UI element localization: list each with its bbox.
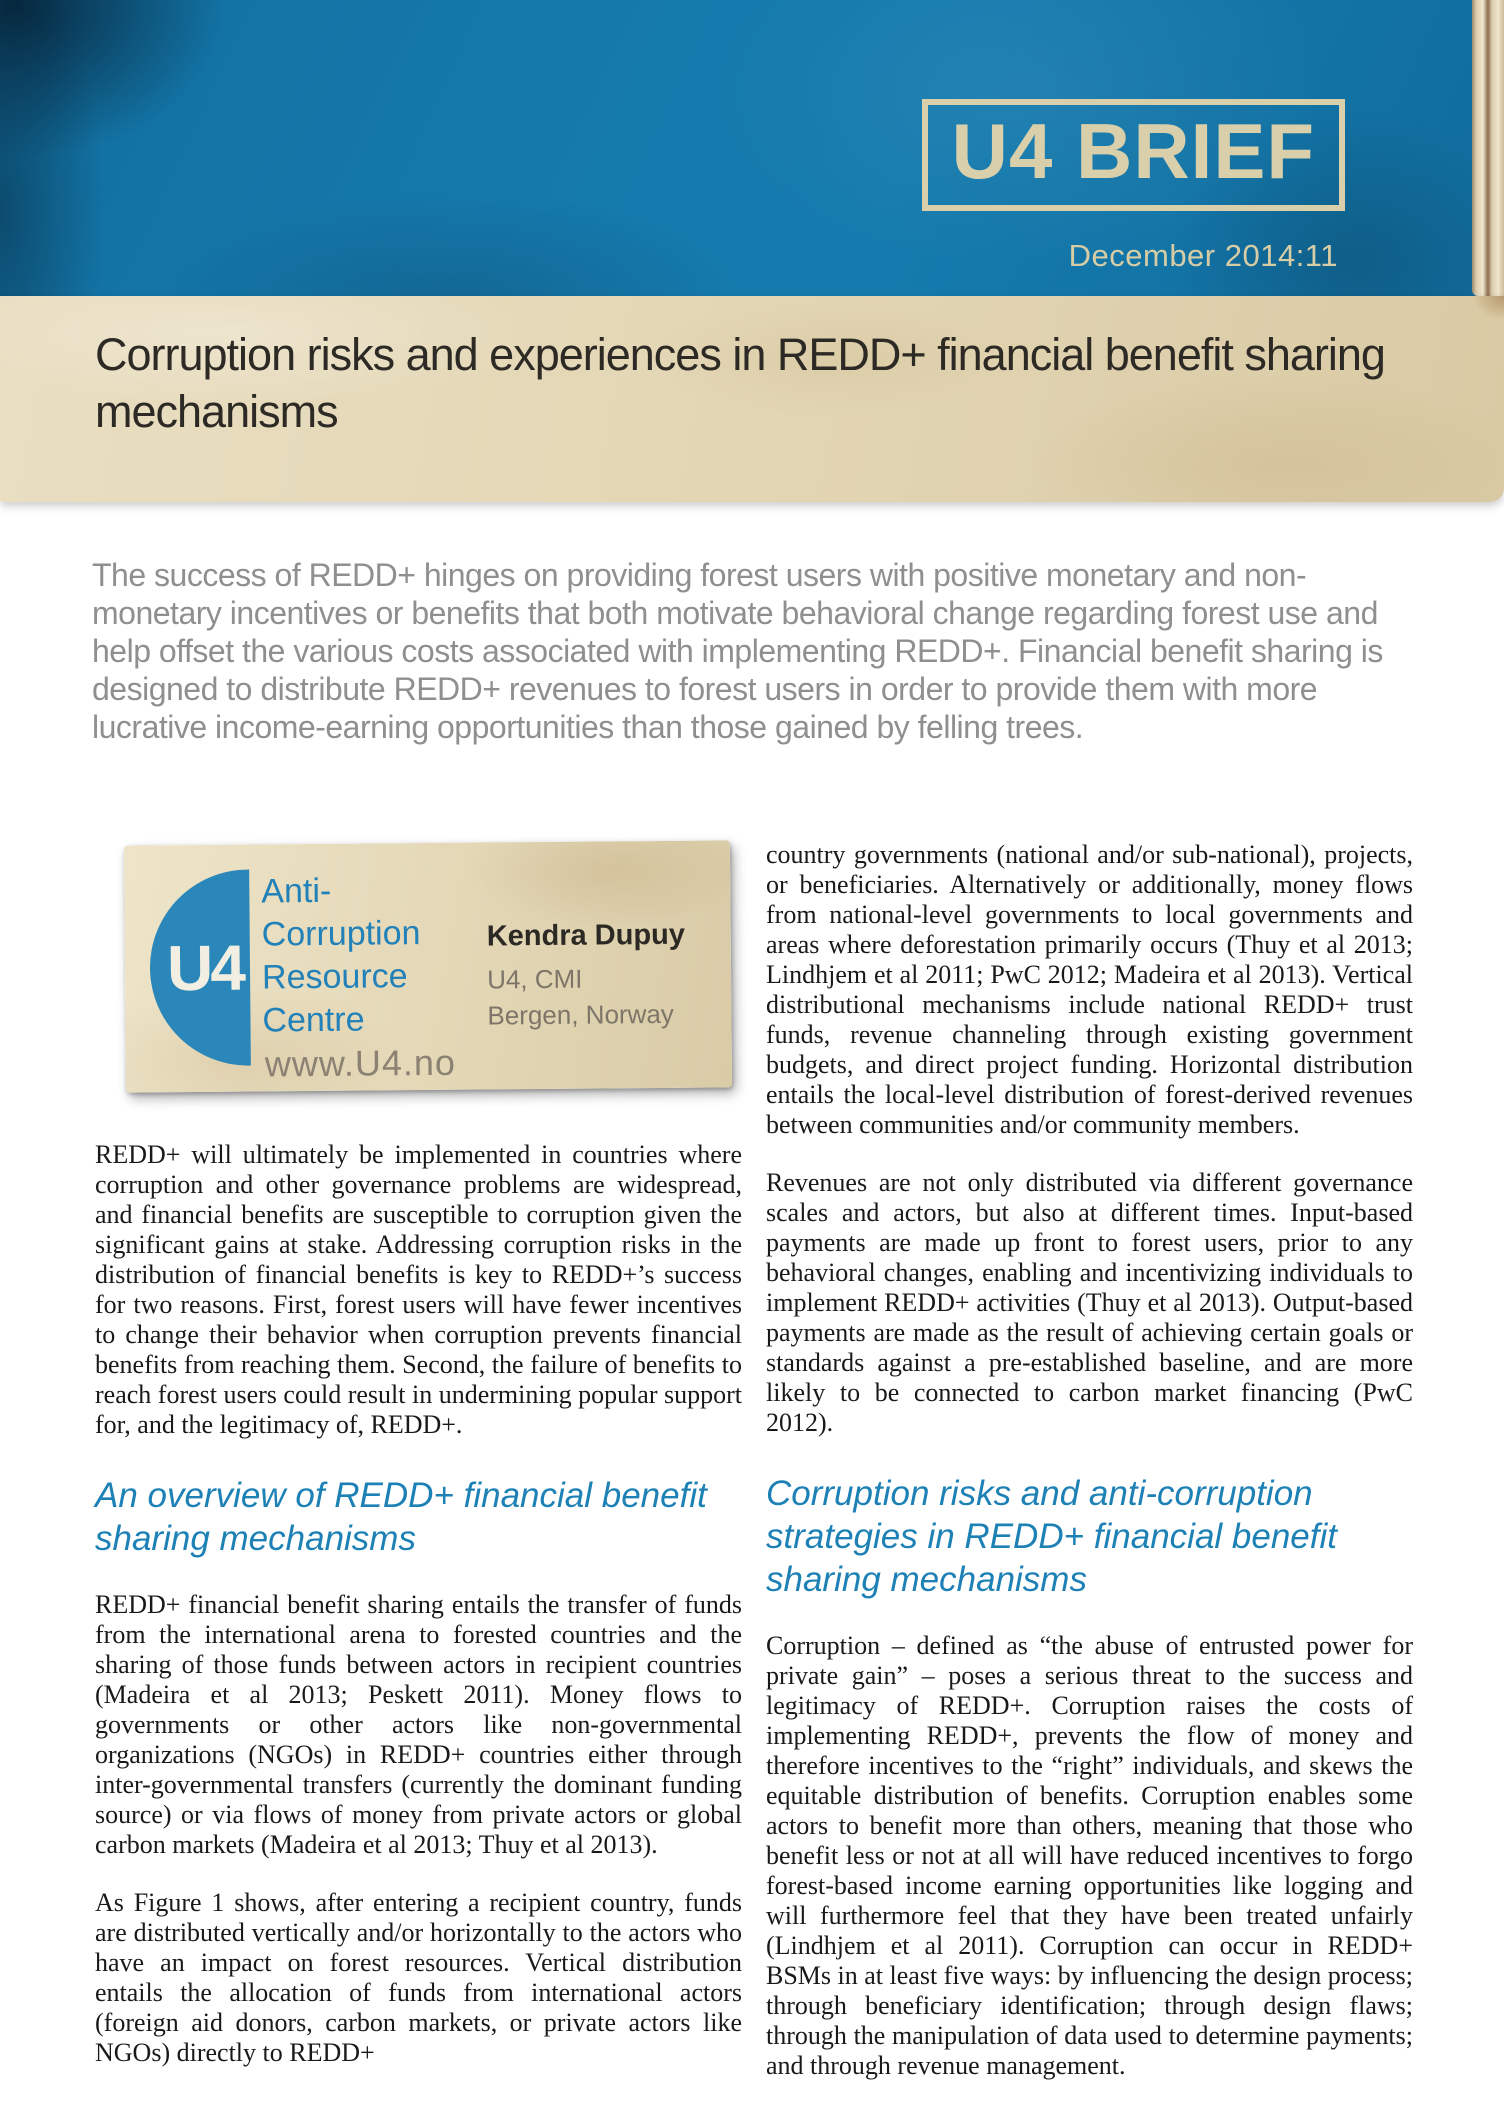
website-link[interactable]: www.U4.no [264,1041,457,1085]
author-block [487,919,686,1032]
paragraph: As Figure 1 shows, after entering a recipient country, funds are distributed vertically and/or horizontally to the actors who have an impact on forest resources. Vertical distribution entails the allocation of funds from international actors (foreign aid donors, carbon markets, or private actors like NGOs) directly to REDD+ [95,1888,742,2067]
org-name [261,869,421,1042]
page-title: Corruption risks and experiences in REDD+ financial benefit sharing mechanisms [95,329,1385,437]
paragraph: Revenues are not only distributed via different governance scales and actors, but also at different times. Input-based payments are made up front to forest users, prior to any behavioral changes, enabling and incentivizing individuals to implement REDD+ activities (Thuy et al 2013). Output-based payments are made as the result of achieving certain goals or standards against a pre-established baseline, and are more likely to be connected to carbon market financing (PwC 2012). [766,1168,1413,1437]
u4-logo-icon [149,870,251,1067]
paragraph: country governments (national and/or sub-national), projects, or beneficiaries. Alternatively or additionally, money flows from national-level governments to local governments and areas where deforestation primarily occurs (Thuy et al 2013; Lindhjem et al 2011; PwC 2012; Madeira et al 2013). Vertical distributional mechanisms include national REDD+ trust funds, revenue channeling through existing government budgets, and direct project funding. Horizontal distribution entails the local-level distribution of forest-derived revenues between communities and/or community members. [766,840,1413,1139]
issue-date: December 2014:11 [1068,238,1338,273]
brand-box [922,99,1345,211]
body-columns [95,840,1413,2109]
book-page-edge [1472,0,1504,296]
org-name-line: Corruption [261,914,421,954]
column-right [766,840,1413,2109]
brand-text: U4 BRIEF [951,107,1315,195]
column-left [95,840,742,2109]
paragraph: Corruption – defined as “the abuse of entrusted power for private gain” – poses a serious threat to the success and legitimacy of REDD+. Corruption raises the costs of implementing REDD+, prevents the flow of money and therefore incentives to the “right” individuals, and skews the equitable distribution of benefits. Corruption enables some actors to benefit more than others, meaning that those who benefit less or not at all will have reduced incentives to forgo forest-based income earning opportunities like logging and will furthermore feel that they have been treated unfairly (Lindhjem et al 2011). Corruption can occur in REDD+ BSMs in at least five ways: by influencing the design process; through beneficiary identification; through design flaws; through the manipulation of data used to determine payments; and through revenue management. [766,1631,1414,2080]
org-name-line: Centre [262,1000,365,1040]
org-name-line: Resource [261,957,408,997]
standfirst: The success of REDD+ hinges on providing forest users with positive monetary and non-monetary incentives or benefits that both motivate behavioral change regarding forest use and help offset the various costs associated with implementing REDD+. Financial benefit sharing is designed to distribute REDD+ revenues to forest users in order to provide them with more lucrative income-earning opportunities than those gained by felling trees. [92,557,1383,745]
org-name-line: Anti- [261,871,332,911]
paragraph: REDD+ will ultimately be implemented in countries where corruption and other governance problems are widespread, and financial benefits are susceptible to corruption given the significant gains at stake. Addressing corruption risks in the distribution of financial benefits is key to REDD+’s success for two reasons. First, forest users will have fewer incentives to change their behavior when corruption prevents financial benefits from reaching them. Second, the failure of benefits to reach forest users could result in undermining popular support for, and the legitimacy of, REDD+. [95,1140,742,1439]
section-heading-corruption-risks: Corruption risks and anti-corruption strategies in REDD+ financial benefit sharing mechanisms [766,1474,1337,1599]
author-affiliation: U4, CMI [486,963,583,995]
paragraph: REDD+ financial benefit sharing entails the transfer of funds from the international arena to forested countries and the sharing of those funds between actors in recipient countries (Madeira et al 2013; Peskett 2011). Money flows to governments or other actors like non-governmental organizations (NGOs) in REDD+ countries either through inter-governmental transfers (currently the dominant funding source) or via flows of money from private actors or global carbon markets (Madeira et al 2013; Thuy et al 2013). [95,1590,742,1859]
u4-logo-text: U4 [166,931,244,1005]
author-name: Kendra Dupuy [486,918,686,953]
author-location: Bergen, Norway [487,998,674,1031]
cover-band [0,0,1504,296]
author-card [124,840,732,1092]
section-heading-overview: An overview of REDD+ financial benefit sharing mechanisms [95,1476,707,1558]
title-band [0,296,1504,502]
